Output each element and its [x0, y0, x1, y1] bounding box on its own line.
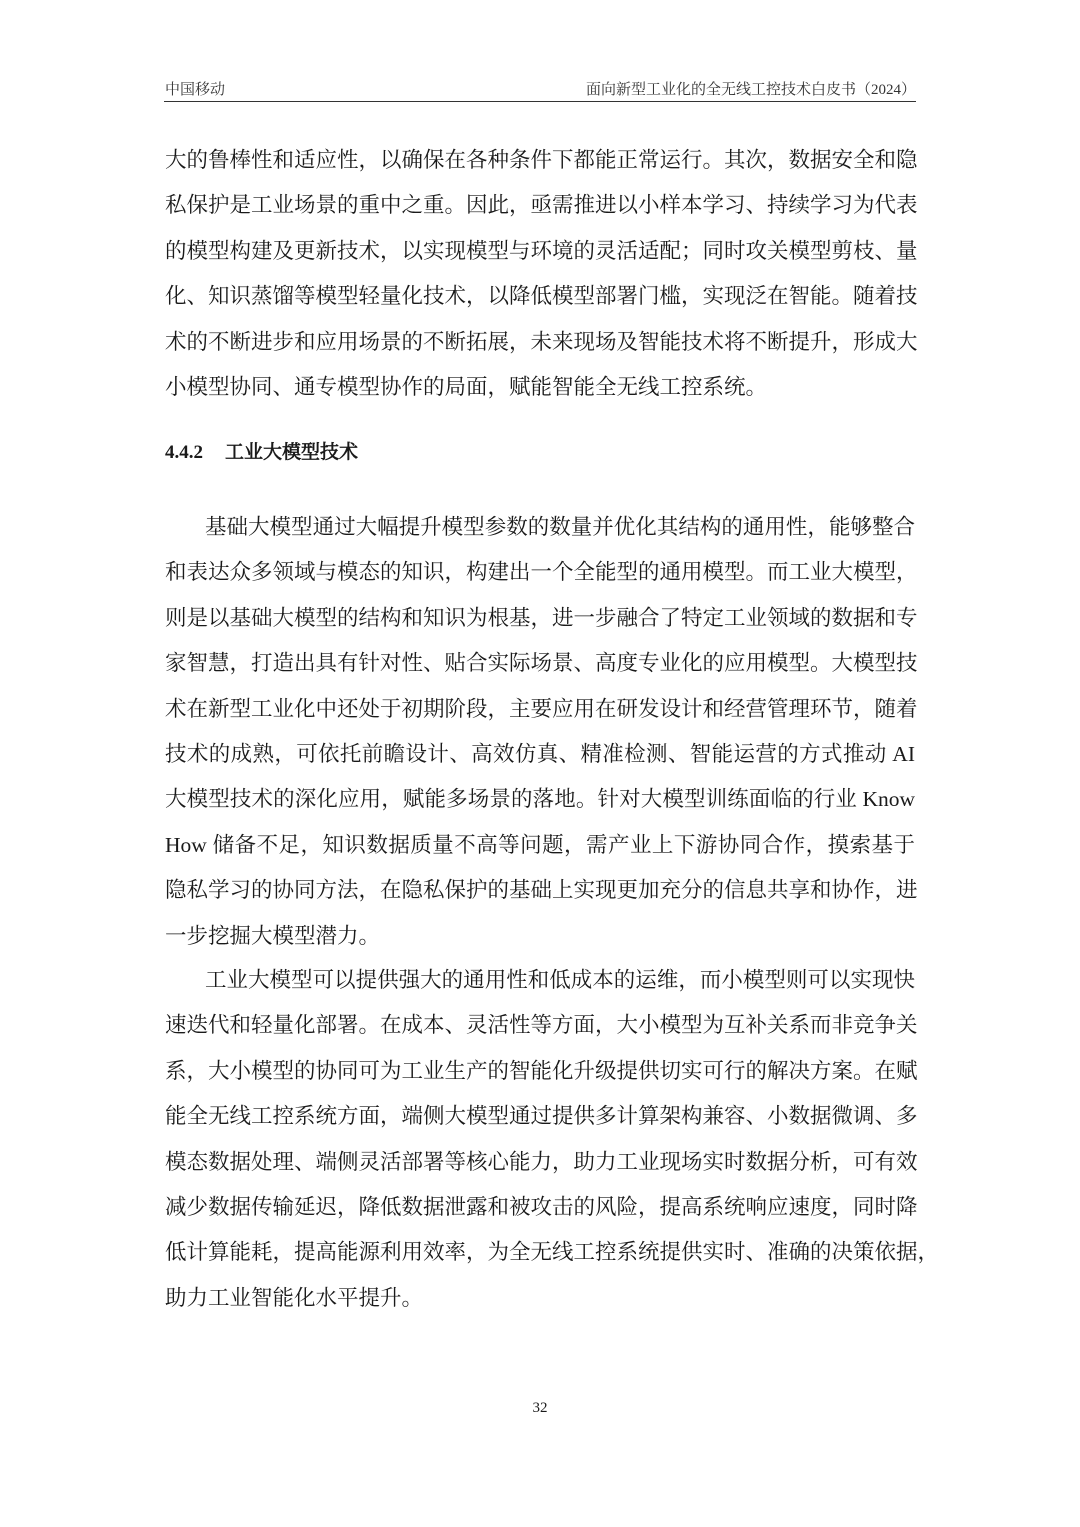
text-line: 则是以基础大模型的结构和知识为根基，进一步融合了特定工业领域的数据和专 — [165, 605, 918, 630]
text-line: 模态数据处理、端侧灵活部署等核心能力，助力工业现场实时数据分析，可有效 — [165, 1149, 918, 1174]
text-line: 大的鲁棒性和适应性，以确保在各种条件下都能正常运行。其次，数据安全和隐 — [165, 148, 918, 172]
page-number: 32 — [532, 1400, 548, 1416]
text-line: 一步挖掘大模型潜力。 — [165, 923, 381, 948]
text-line: 能全无线工控系统方面，端侧大模型通过提供多计算架构兼容、小数据微调、多 — [165, 1104, 918, 1129]
text-line: 家智慧，打造出具有针对性、贴合实际场景、高度专业化的应用模型。大模型技 — [165, 651, 918, 676]
text-line: 技术的成熟，可依托前瞻设计、高效仿真、精准检测、智能运营的方式推动 AI — [165, 742, 915, 766]
section-heading — [165, 437, 380, 464]
header-document-title: 面向新型工业化的全无线工控技术白皮书（2024） — [585, 82, 916, 98]
text-line: 的模型构建及更新技术，以实现模型与环境的灵活适配；同时攻关模型剪枝、量 — [165, 238, 918, 263]
text-line: 私保护是工业场景的重中之重。因此，亟需推进以小样本学习、持续学习为代表 — [165, 193, 918, 218]
text-line: 和表达众多领域与模态的知识，构建出一个全能型的通用模型。而工业大模型， — [165, 560, 918, 585]
section-number: 4.4.2 — [165, 442, 203, 463]
text-line: 术在新型工业化中还处于初期阶段，主要应用在研发设计和经营管理环节，随着 — [165, 696, 918, 721]
text-line: 速迭代和轻量化部署。在成本、灵活性等方面，大小模型为互补关系而非竞争关 — [165, 1013, 918, 1038]
text-line: 小模型协同、通专模型协作的局面，赋能智能全无线工控系统。 — [165, 375, 768, 399]
text-line: How 储备不足，知识数据质量不高等问题，需产业上下游协同合作，摸索基于 — [165, 832, 915, 857]
text-line: 助力工业智能化水平提升。 — [165, 1285, 424, 1310]
text-line: 化、知识蒸馏等模型轻量化技术，以降低模型部署门槛，实现泛在智能。随着技 — [165, 284, 918, 309]
text-line: 减少数据传输延迟，降低数据泄露和被攻击的风险，提高系统响应速度，同时降 — [165, 1195, 918, 1219]
text-line: 大模型技术的深化应用，赋能多场景的落地。针对大模型训练面临的行业 Know — [165, 787, 915, 812]
section-title: 工业大模型技术 — [225, 442, 359, 463]
header-organization: 中国移动 — [165, 82, 226, 98]
text-line: 隐私学习的协同方法，在隐私保护的基础上实现更加充分的信息共享和协作，进 — [165, 878, 918, 903]
text-line: 系，大小模型的协同可为工业生产的智能化升级提供切实可行的解决方案。在赋 — [165, 1058, 918, 1083]
text-line: 低计算能耗，提高能源利用效率，为全无线工控系统提供实时、准确的决策依据， — [165, 1240, 940, 1265]
text-line: 术的不断进步和应用场景的不断拓展，未来现场及智能技术将不断提升，形成大 — [165, 329, 918, 354]
header-divider — [164, 101, 916, 102]
text-line: 工业大模型可以提供强大的通用性和低成本的运维，而小模型则可以实现快 — [205, 968, 915, 992]
text-line: 基础大模型通过大幅提升模型参数的数量并优化其结构的通用性，能够整合 — [205, 515, 915, 539]
